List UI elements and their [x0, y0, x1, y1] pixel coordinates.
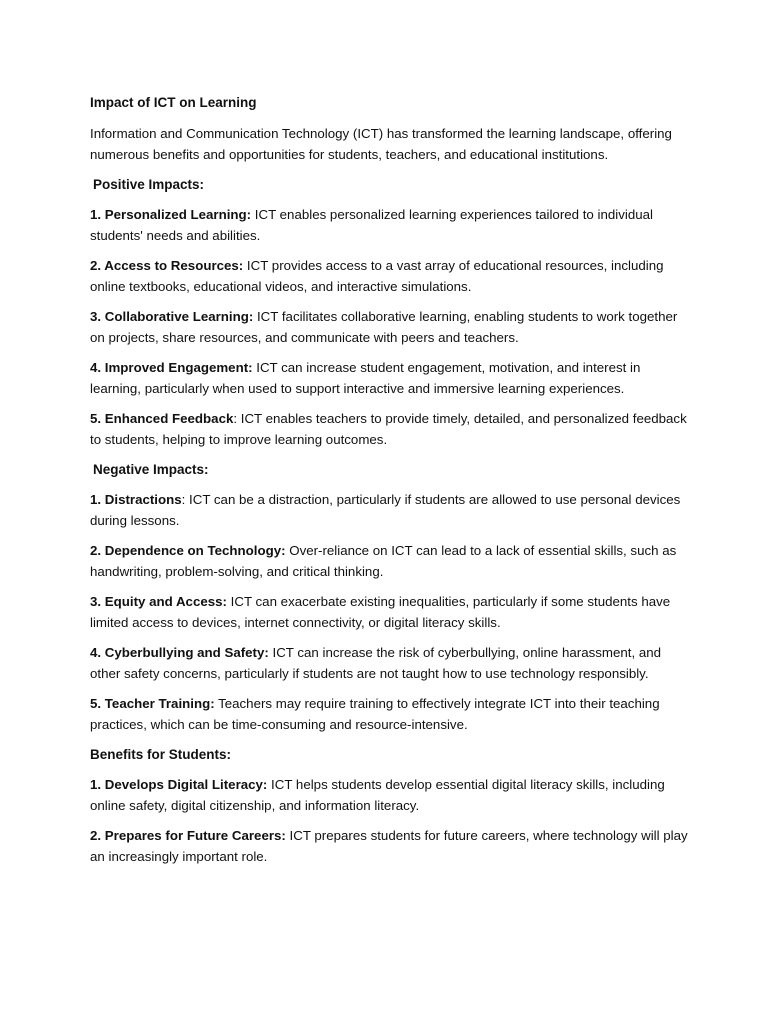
- negative-item: [90, 592, 688, 633]
- positive-item: [90, 205, 688, 246]
- item-text: ICT provides access to a vast array of educational resources, including online textbooks, educational videos, and interactive simulations.: [90, 258, 664, 294]
- positive-item: [90, 409, 688, 450]
- positive-item: [90, 307, 688, 348]
- benefit-item: [90, 775, 688, 816]
- item-text: Over-reliance on ICT can lead to a lack of essential skills, such as handwriting, problem-solving, and critical thinking.: [90, 543, 677, 579]
- intro-paragraph: Information and Communication Technology (ICT) has transformed the learning landscape, offering numerous benefits and opportunities for students, teachers, and educational institutions.: [90, 126, 672, 162]
- item-term: 5. Teacher Training:: [90, 696, 215, 711]
- document-title: Impact of ICT on Learning: [90, 95, 257, 110]
- benefits-heading: Benefits for Students:: [90, 747, 232, 762]
- item-term: 1. Develops Digital Literacy:: [90, 777, 268, 792]
- item-text: ICT can increase student engagement, motivation, and interest in learning, particularly when used to support interactive and immersive learning experiences.: [90, 360, 641, 396]
- negative-item: [90, 490, 688, 531]
- item-text: ICT can exacerbate existing inequalities, particularly if some students have limited access to devices, internet connectivity, or digital literacy skills.: [90, 594, 671, 630]
- positive-item: [90, 358, 688, 399]
- item-term: 2. Access to Resources:: [90, 258, 244, 273]
- negative-item: [90, 694, 688, 735]
- item-term: 4. Improved Engagement:: [90, 360, 253, 375]
- item-term: 3. Equity and Access:: [90, 594, 227, 609]
- item-text: : ICT enables teachers to provide timely, detailed, and personalized feedback to students, helping to improve learning outcomes.: [90, 411, 687, 447]
- item-text: ICT helps students develop essential digital literacy skills, including online safety, digital citizenship, and information literacy.: [90, 777, 665, 813]
- item-term: 5. Enhanced Feedback: [90, 411, 234, 426]
- item-term: 2. Prepares for Future Careers:: [90, 828, 286, 843]
- item-term: 2. Dependence on Technology:: [90, 543, 286, 558]
- benefit-item: [90, 826, 688, 867]
- item-text: ICT prepares students for future careers, where technology will play an increasingly important role.: [90, 828, 688, 864]
- negative-item: [90, 643, 688, 684]
- negative-item: [90, 541, 688, 582]
- item-term: 1. Personalized Learning:: [90, 207, 252, 222]
- item-text: : ICT can be a distraction, particularly if students are allowed to use personal devices during lessons.: [90, 492, 681, 528]
- positive-item: [90, 256, 688, 297]
- negative-impacts-heading: Negative Impacts:: [93, 462, 209, 477]
- item-text: ICT can increase the risk of cyberbullying, online harassment, and other safety concerns, particularly if students are not taught how to use technology responsibly.: [90, 645, 662, 681]
- item-text: ICT enables personalized learning experiences tailored to individual students' needs and abilities.: [90, 207, 653, 243]
- positive-impacts-heading: Positive Impacts:: [93, 177, 205, 192]
- item-text: Teachers may require training to effectively integrate ICT into their teaching practices, which can be time-consuming and resource-intensive.: [90, 696, 660, 732]
- item-text: ICT facilitates collaborative learning, enabling students to work together on projects, share resources, and communicate with peers and teachers.: [90, 309, 678, 345]
- item-term: 1. Distractions: [90, 492, 182, 507]
- item-term: 3. Collaborative Learning:: [90, 309, 254, 324]
- item-term: 4. Cyberbullying and Safety:: [90, 645, 269, 660]
